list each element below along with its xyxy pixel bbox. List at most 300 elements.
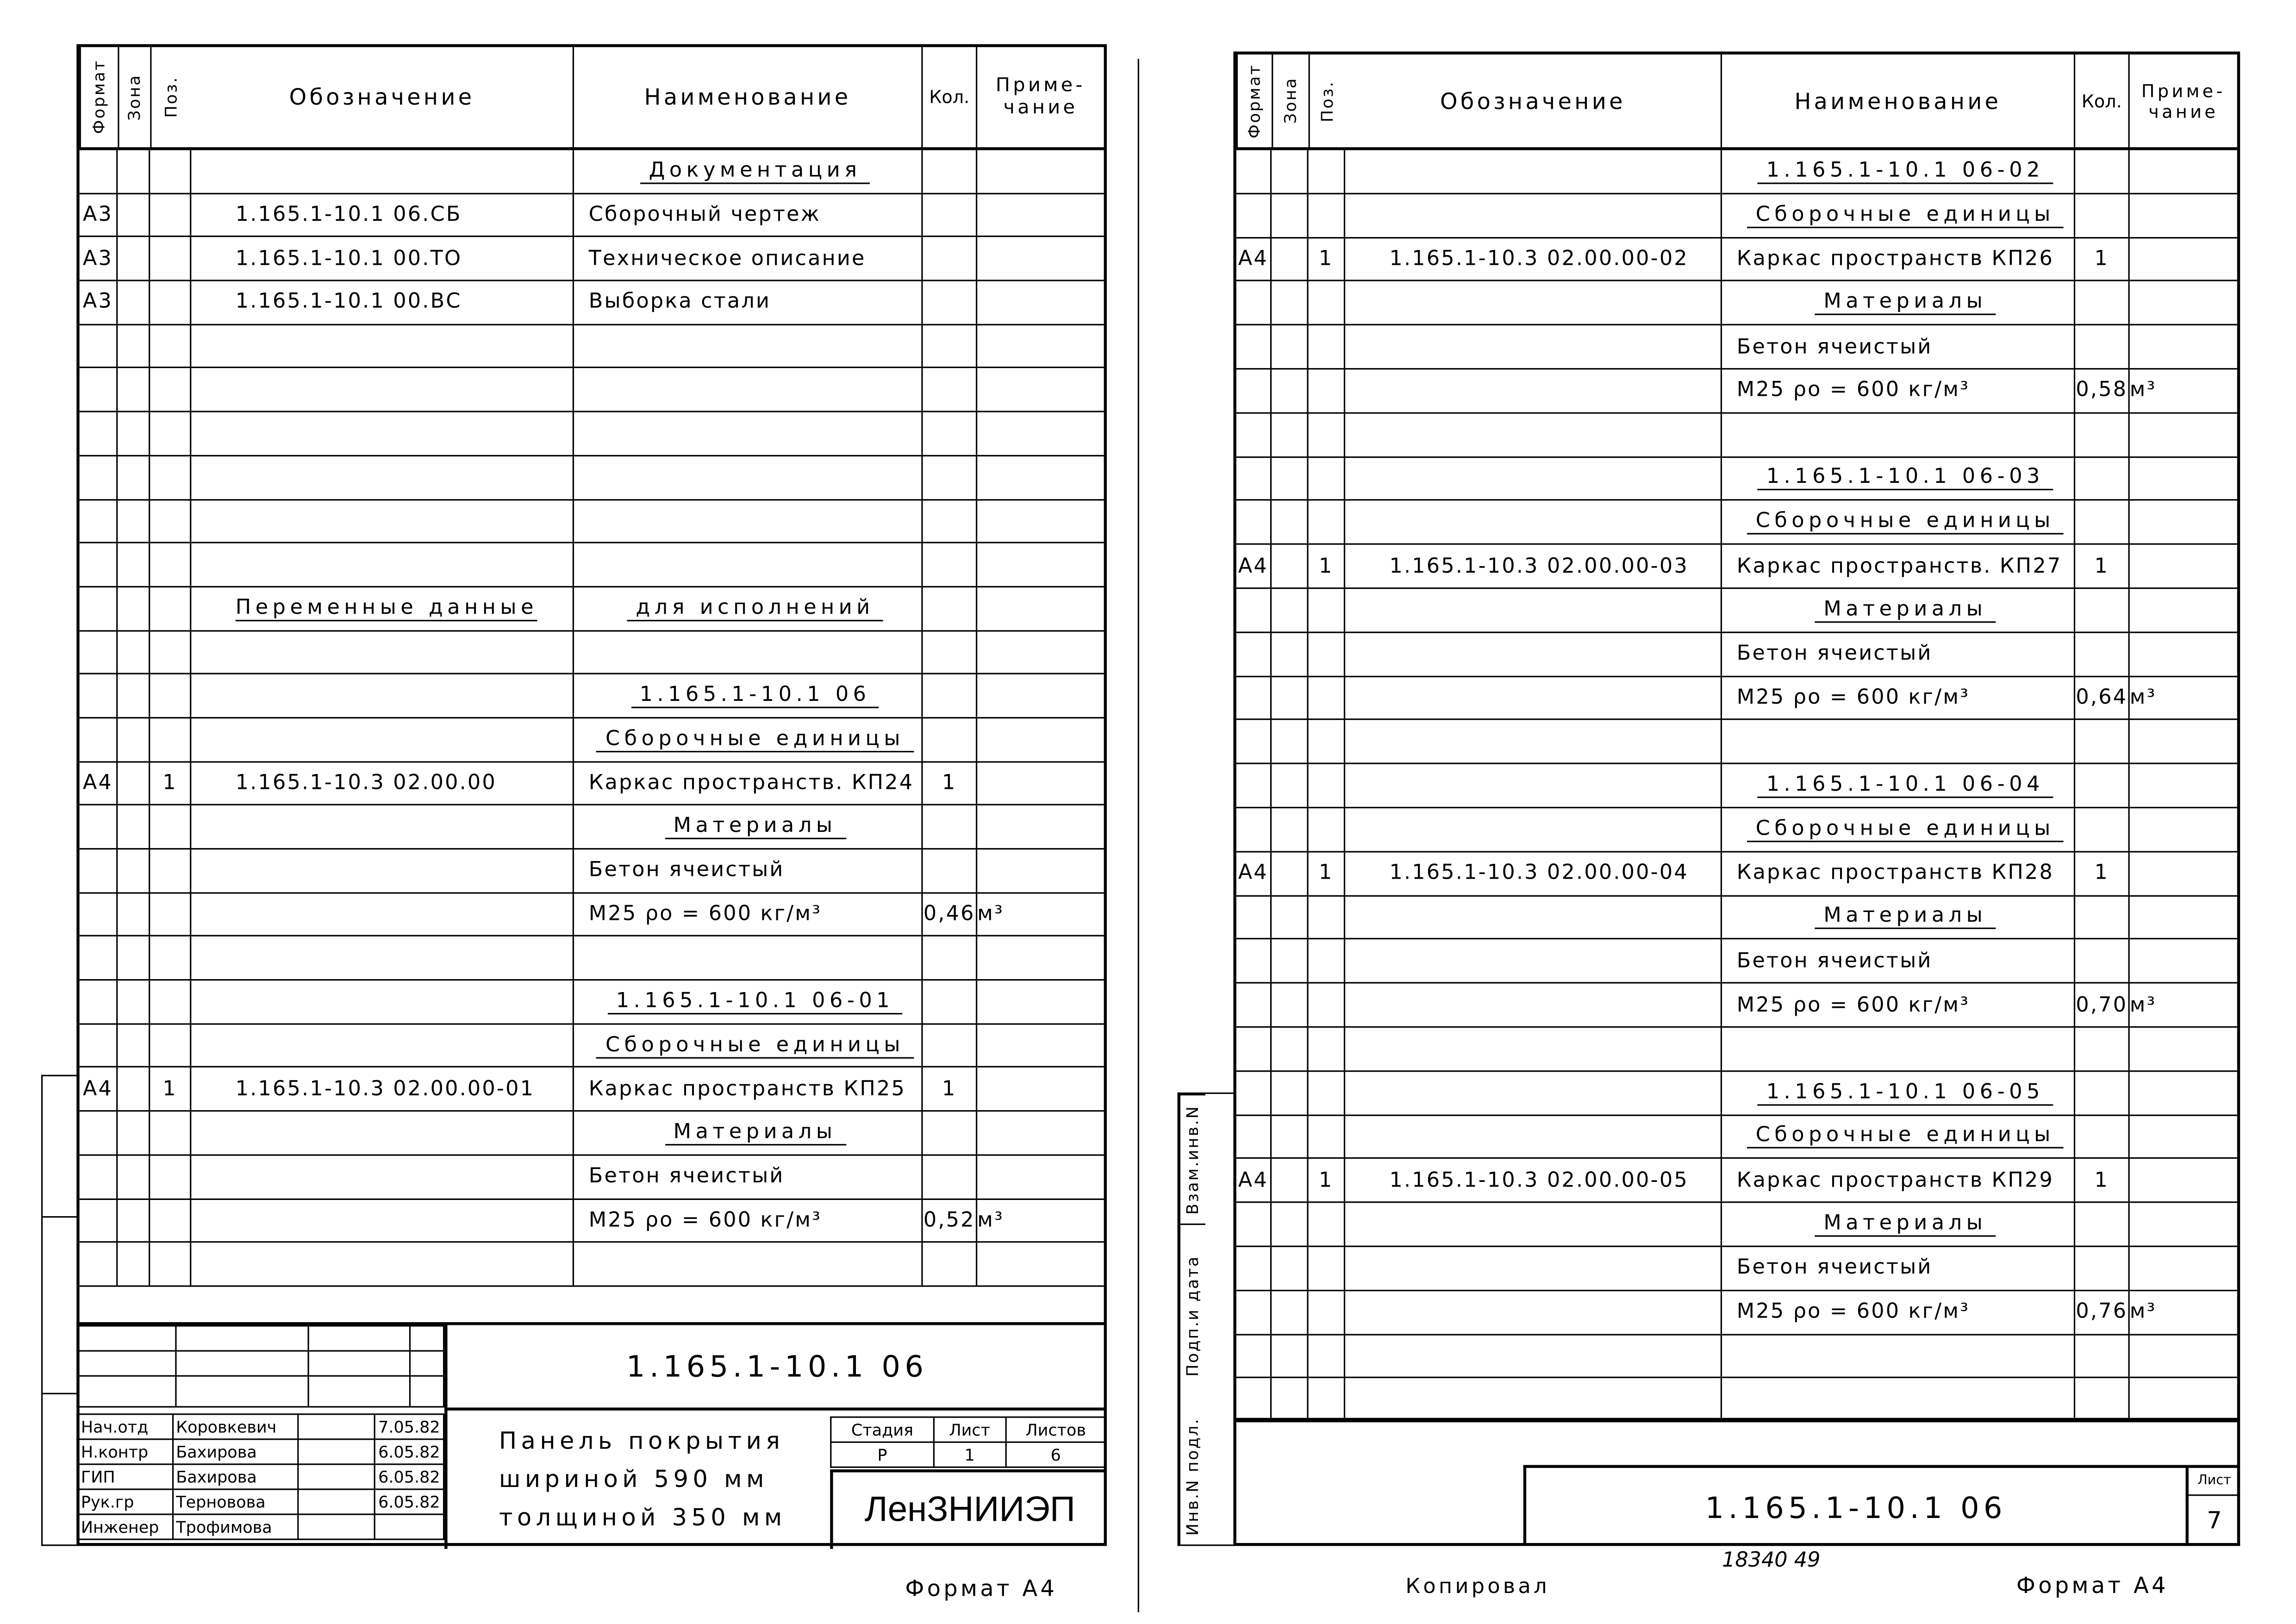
cell-zone	[1272, 1291, 1308, 1333]
cell-format	[1236, 677, 1272, 719]
cell-pos	[150, 849, 191, 892]
cell-qty	[2075, 1071, 2130, 1114]
cell-designation	[191, 893, 574, 936]
cell-pos	[1309, 545, 1345, 587]
cell-designation	[1345, 1115, 1722, 1158]
cell-pos	[1309, 940, 1345, 982]
sheet-label: Лист	[934, 1417, 1005, 1442]
cell-format	[80, 718, 118, 761]
document-code: 1.165.1-10.1 06	[444, 1325, 1107, 1410]
order-number: 18340 49	[1722, 1549, 1821, 1573]
cell-pos	[150, 631, 191, 673]
table-row	[1236, 1115, 2237, 1159]
header-name: Наименование	[574, 47, 923, 147]
cell-format	[80, 937, 118, 979]
cell-designation	[191, 587, 574, 630]
cell-note	[2130, 1335, 2237, 1377]
table-row	[80, 631, 1104, 675]
cell-note	[2130, 238, 2237, 281]
table-row	[1236, 325, 2237, 369]
cell-format	[1236, 940, 1272, 982]
cell-name	[1722, 457, 2075, 500]
cell-pos	[150, 325, 191, 367]
format-text: А4	[1238, 554, 1268, 578]
cell-qty	[923, 1112, 978, 1154]
cell-note	[977, 543, 1104, 586]
cell-qty	[2075, 896, 2130, 938]
header-format: Формат	[80, 47, 118, 147]
name-text: 1.165.1-10.1 06-04	[1758, 773, 2053, 798]
cell-pos	[150, 281, 191, 324]
cell-zone	[1272, 1028, 1308, 1070]
signature-name: Коровкевич	[172, 1414, 298, 1439]
cell-note	[977, 150, 1104, 192]
header-name: Наименование	[1722, 55, 2075, 147]
cell-zone	[118, 237, 150, 280]
cell-note	[977, 893, 1104, 936]
designation-text: 1.165.1-10.3 02.00.00-01	[235, 1077, 535, 1101]
divider	[43, 1393, 78, 1394]
cell-zone	[1272, 1379, 1308, 1421]
header-pos: Поз.	[1309, 55, 1345, 147]
cell-designation	[191, 500, 574, 542]
cell-qty	[923, 893, 978, 936]
signature-cell	[298, 1489, 374, 1514]
cell-pos	[150, 500, 191, 542]
qty-text: 1	[942, 1077, 957, 1101]
name-text: Сборочный чертеж	[588, 203, 821, 227]
cell-format	[1236, 369, 1272, 412]
signature-name: Бахирова	[172, 1464, 298, 1489]
cell-note	[977, 1156, 1104, 1198]
cell-note	[977, 762, 1104, 804]
table-row	[80, 937, 1104, 981]
cell-qty	[2075, 677, 2130, 719]
table-row	[1236, 238, 2237, 282]
name-text: Выборка стали	[588, 290, 771, 314]
cell-pos	[150, 1156, 191, 1198]
cell-name	[1722, 896, 2075, 938]
cell-zone	[118, 981, 150, 1023]
cell-note	[977, 806, 1104, 848]
table-row	[80, 500, 1104, 543]
cell-name	[1722, 1028, 2075, 1070]
signature-date: 6.05.82	[374, 1489, 443, 1514]
cell-format	[80, 369, 118, 411]
cell-qty	[923, 1156, 978, 1198]
cell-designation	[191, 281, 574, 324]
qty-text: 0,52	[923, 1208, 975, 1232]
cell-qty	[923, 631, 978, 673]
cell-qty	[2075, 1159, 2130, 1202]
cell-qty	[923, 1199, 978, 1241]
cell-qty	[2075, 457, 2130, 500]
cell-note	[977, 1243, 1104, 1285]
cell-qty	[923, 762, 978, 804]
name-text: М25 ρо = 600 кг/м³	[1736, 686, 1970, 710]
cell-pos	[150, 806, 191, 848]
cell-note	[2130, 1071, 2237, 1114]
name-text: Сборочные единицы	[597, 727, 913, 752]
pos-text: 1	[1318, 861, 1334, 885]
cell-name	[1722, 282, 2075, 325]
cell-zone	[118, 1112, 150, 1154]
cell-qty	[923, 500, 978, 542]
cell-qty	[923, 1068, 978, 1110]
cell-name	[1722, 984, 2075, 1026]
table-row	[1236, 194, 2237, 238]
cell-note	[977, 500, 1104, 542]
cell-format	[80, 587, 118, 630]
cell-designation	[191, 1243, 574, 1285]
table-row	[1236, 1379, 2237, 1423]
cell-zone	[1272, 325, 1308, 368]
cell-pos	[1309, 720, 1345, 763]
cell-name	[574, 500, 923, 542]
cell-pos	[150, 543, 191, 586]
cell-designation	[191, 237, 574, 280]
cell-name	[1722, 589, 2075, 631]
cell-qty	[2075, 238, 2130, 281]
name-text: Материалы	[1815, 1212, 1996, 1237]
cell-name	[1722, 1247, 2075, 1290]
table-row	[1236, 764, 2237, 808]
title-line: шириной 590 мм	[499, 1465, 768, 1493]
sheet-label: Лист	[2189, 1468, 2240, 1496]
header-format: Формат	[1236, 55, 1272, 147]
cell-zone	[118, 543, 150, 586]
cell-zone	[1272, 413, 1308, 456]
cell-note	[2130, 325, 2237, 368]
cell-zone	[118, 281, 150, 324]
cell-qty	[2075, 808, 2130, 851]
cell-zone	[1272, 808, 1308, 851]
cell-name	[574, 150, 923, 192]
title-block	[76, 1322, 1107, 1546]
table-row	[80, 412, 1104, 456]
left-rows	[80, 150, 1104, 1287]
cell-pos	[1309, 1203, 1345, 1246]
name-text: Сборочные единицы	[1747, 203, 2064, 228]
cell-zone	[118, 456, 150, 498]
cell-name	[1722, 545, 2075, 587]
cell-designation	[1345, 1291, 1722, 1333]
name-text: 1.165.1-10.1 06-03	[1758, 466, 2053, 491]
cell-note	[977, 631, 1104, 673]
cell-format	[80, 1112, 118, 1154]
cell-zone	[1272, 369, 1308, 412]
header-pos: Поз.	[150, 47, 191, 147]
pos-text: 1	[162, 771, 177, 795]
name-text: Материалы	[1815, 905, 1996, 930]
name-text: Техническое описание	[588, 247, 866, 271]
cell-format	[1236, 325, 1272, 368]
cell-format	[80, 325, 118, 367]
cell-format	[80, 1068, 118, 1110]
signature-role: Нач.отд	[77, 1414, 172, 1439]
header-zone: Зона	[1272, 55, 1308, 147]
name-text: М25 ρо = 600 кг/м³	[588, 902, 822, 926]
cell-pos	[150, 1068, 191, 1110]
cell-name	[574, 194, 923, 236]
cell-zone	[118, 1243, 150, 1285]
binding-strip	[41, 1075, 80, 1546]
header-zone: Зона	[118, 47, 150, 147]
cell-qty	[2075, 852, 2130, 895]
cell-pos	[150, 893, 191, 936]
cell-format	[1236, 501, 1272, 544]
name-text: 1.165.1-10.1 06-02	[1758, 159, 2053, 184]
cell-designation	[1345, 194, 1722, 237]
cell-format	[1236, 1028, 1272, 1070]
cell-designation	[1345, 1028, 1722, 1070]
cell-designation	[191, 1068, 574, 1110]
cell-note	[977, 849, 1104, 892]
cell-pos	[1309, 325, 1345, 368]
cell-format	[80, 806, 118, 848]
cell-zone	[118, 500, 150, 542]
cell-pos	[150, 937, 191, 979]
cell-pos	[150, 237, 191, 280]
signature-date: 7.05.82	[374, 1414, 443, 1439]
cell-pos	[1309, 1379, 1345, 1421]
cell-zone	[118, 849, 150, 892]
name-text: Бетон ячеистый	[1736, 1256, 1933, 1280]
cell-format	[1236, 457, 1272, 500]
name-text: М25 ρо = 600 кг/м³	[1736, 1300, 1970, 1324]
name-text: Сборочные единицы	[1747, 510, 2064, 535]
cell-name	[1722, 413, 2075, 456]
cell-name	[1722, 1335, 2075, 1377]
note-text: м³	[2129, 1300, 2157, 1324]
cell-pos	[1309, 1115, 1345, 1158]
table-row	[1236, 808, 2237, 852]
cell-name	[574, 369, 923, 411]
cell-qty	[2075, 325, 2130, 368]
stamp-blank-grid	[76, 1325, 444, 1407]
cell-note	[2130, 896, 2237, 938]
cell-name	[1722, 633, 2075, 675]
format-text: А3	[82, 203, 113, 227]
qty-text: 1	[2094, 554, 2109, 578]
cell-format	[80, 543, 118, 586]
cell-name	[574, 718, 923, 761]
cell-format	[80, 500, 118, 542]
name-text: Бетон ячеистый	[1736, 642, 1933, 666]
cell-qty	[923, 937, 978, 979]
signature-row	[77, 1414, 444, 1439]
cell-designation	[191, 675, 574, 717]
cell-format	[1236, 194, 1272, 237]
cell-zone	[1272, 1203, 1308, 1246]
cell-note	[2130, 984, 2237, 1026]
table-header	[1236, 55, 2237, 150]
signature-row	[77, 1464, 444, 1489]
cell-designation	[191, 194, 574, 236]
cell-zone	[1272, 457, 1308, 500]
cell-qty	[923, 194, 978, 236]
cell-note	[977, 1024, 1104, 1067]
table-row	[1236, 589, 2237, 633]
cell-designation	[1345, 808, 1722, 851]
cell-designation	[1345, 1335, 1722, 1377]
replacement-inventory-label: Взам.инв.N	[1179, 1094, 1205, 1224]
cell-format	[80, 1243, 118, 1285]
table-row	[1236, 501, 2237, 545]
cell-zone	[118, 587, 150, 630]
cell-designation	[1345, 1379, 1722, 1421]
cell-format	[80, 893, 118, 936]
cell-designation	[1345, 720, 1722, 763]
cell-pos	[150, 412, 191, 455]
table-row	[80, 806, 1104, 849]
table-row	[1236, 677, 2237, 721]
cell-qty	[923, 369, 978, 411]
name-text: 1.165.1-10.1 06-05	[1758, 1080, 2053, 1105]
cell-pos	[1309, 589, 1345, 631]
cell-note	[977, 937, 1104, 979]
organization-logo: ЛенЗНИИЭП	[830, 1469, 1107, 1549]
cell-designation	[1345, 940, 1722, 982]
cell-note	[2130, 764, 2237, 807]
table-row	[1236, 1247, 2237, 1291]
cell-format	[80, 1199, 118, 1241]
cell-designation	[191, 1199, 574, 1241]
signature-row	[77, 1489, 444, 1514]
name-text: 1.165.1-10.1 06	[631, 683, 880, 708]
name-text: 1.165.1-10.1 06-01	[607, 989, 903, 1014]
cell-note	[977, 412, 1104, 455]
cell-designation	[1345, 633, 1722, 675]
table-row	[80, 1156, 1104, 1199]
cell-name	[574, 1068, 923, 1110]
cell-format	[1236, 1379, 1272, 1421]
sheet-number: 7	[2207, 1506, 2222, 1534]
table-row	[80, 587, 1104, 631]
cell-format	[80, 456, 118, 498]
stage-label: Стадия	[831, 1417, 934, 1442]
cell-note	[2130, 677, 2237, 719]
cell-pos	[1309, 1028, 1345, 1070]
signature-role: ГИП	[77, 1464, 172, 1489]
cell-qty	[923, 412, 978, 455]
name-text: Каркас пространств. КП24	[588, 771, 914, 795]
table-row	[1236, 1071, 2237, 1115]
cell-name	[574, 675, 923, 717]
cell-designation	[191, 762, 574, 804]
cell-note	[2130, 413, 2237, 456]
cell-name	[1722, 940, 2075, 982]
cell-format	[80, 981, 118, 1023]
header-designation: Обозначение	[191, 47, 574, 147]
cell-format	[1236, 1115, 1272, 1158]
cell-name	[1722, 238, 2075, 281]
table-row	[1236, 545, 2237, 589]
signature-cell	[298, 1414, 374, 1439]
name-text: Бетон ячеистый	[1736, 335, 1933, 359]
cell-designation	[191, 1112, 574, 1154]
cell-name	[1722, 150, 2075, 193]
designation-text: 1.165.1-10.3 02.00.00-05	[1389, 1168, 1689, 1193]
cell-zone	[118, 1024, 150, 1067]
table-row	[80, 150, 1104, 194]
cell-format	[80, 237, 118, 280]
table-row	[80, 281, 1104, 325]
cell-qty	[923, 1024, 978, 1067]
signature-date	[374, 1514, 443, 1539]
table-row	[1236, 457, 2237, 501]
cell-designation	[1345, 238, 1722, 281]
cell-qty	[2075, 150, 2130, 193]
signature-role: Рук.гр	[77, 1489, 172, 1514]
cell-pos	[150, 675, 191, 717]
cell-pos	[150, 587, 191, 630]
cell-note	[2130, 457, 2237, 500]
cell-note	[2130, 852, 2237, 895]
cell-pos	[1309, 238, 1345, 281]
cell-zone	[1272, 940, 1308, 982]
table-row	[1236, 1291, 2237, 1335]
sheet-value: 1	[934, 1442, 1005, 1467]
cell-qty	[2075, 369, 2130, 412]
table-row	[80, 1068, 1104, 1112]
cell-name	[574, 1024, 923, 1067]
cell-zone	[1272, 984, 1308, 1026]
cell-designation	[1345, 896, 1722, 938]
cell-designation	[191, 412, 574, 455]
pos-text: 1	[1318, 1168, 1334, 1193]
cell-name	[1722, 325, 2075, 368]
designation-text: 1.165.1-10.1 06.СБ	[235, 203, 462, 227]
cell-format	[80, 194, 118, 236]
cell-zone	[118, 1156, 150, 1198]
table-row	[1236, 633, 2237, 677]
cell-zone	[1272, 764, 1308, 807]
table-row	[80, 849, 1104, 893]
original-inventory-label: Инв.N подл.	[1179, 1407, 1205, 1544]
cell-designation	[1345, 413, 1722, 456]
table-row	[1236, 282, 2237, 326]
cell-note	[977, 718, 1104, 761]
cell-qty	[2075, 764, 2130, 807]
cell-format	[1236, 984, 1272, 1026]
header-qty: Кол.	[923, 47, 978, 147]
name-text: Каркас пространств КП25	[588, 1077, 906, 1101]
cell-name	[574, 543, 923, 586]
cell-zone	[1272, 852, 1308, 895]
cell-pos	[1309, 896, 1345, 938]
cell-name	[574, 1243, 923, 1285]
cell-pos	[1309, 633, 1345, 675]
designation-text: 1.165.1-10.3 02.00.00-03	[1389, 554, 1689, 578]
cell-name	[574, 1199, 923, 1241]
table-row	[80, 456, 1104, 500]
title-line: Панель покрытия	[499, 1426, 785, 1455]
name-text: Бетон ячеистый	[588, 1165, 785, 1189]
cell-note	[2130, 369, 2237, 412]
cell-format	[1236, 238, 1272, 281]
cell-designation	[191, 806, 574, 848]
cell-designation	[1345, 501, 1722, 544]
cell-qty	[2075, 413, 2130, 456]
cell-qty	[2075, 1247, 2130, 1290]
name-text: М25 ρо = 600 кг/м³	[1736, 993, 1970, 1017]
qty-text: 0,46	[923, 902, 975, 926]
cell-note	[2130, 1379, 2237, 1421]
pos-text: 1	[1318, 247, 1334, 271]
cell-pos	[1309, 1071, 1345, 1114]
cell-name	[1722, 1115, 2075, 1158]
